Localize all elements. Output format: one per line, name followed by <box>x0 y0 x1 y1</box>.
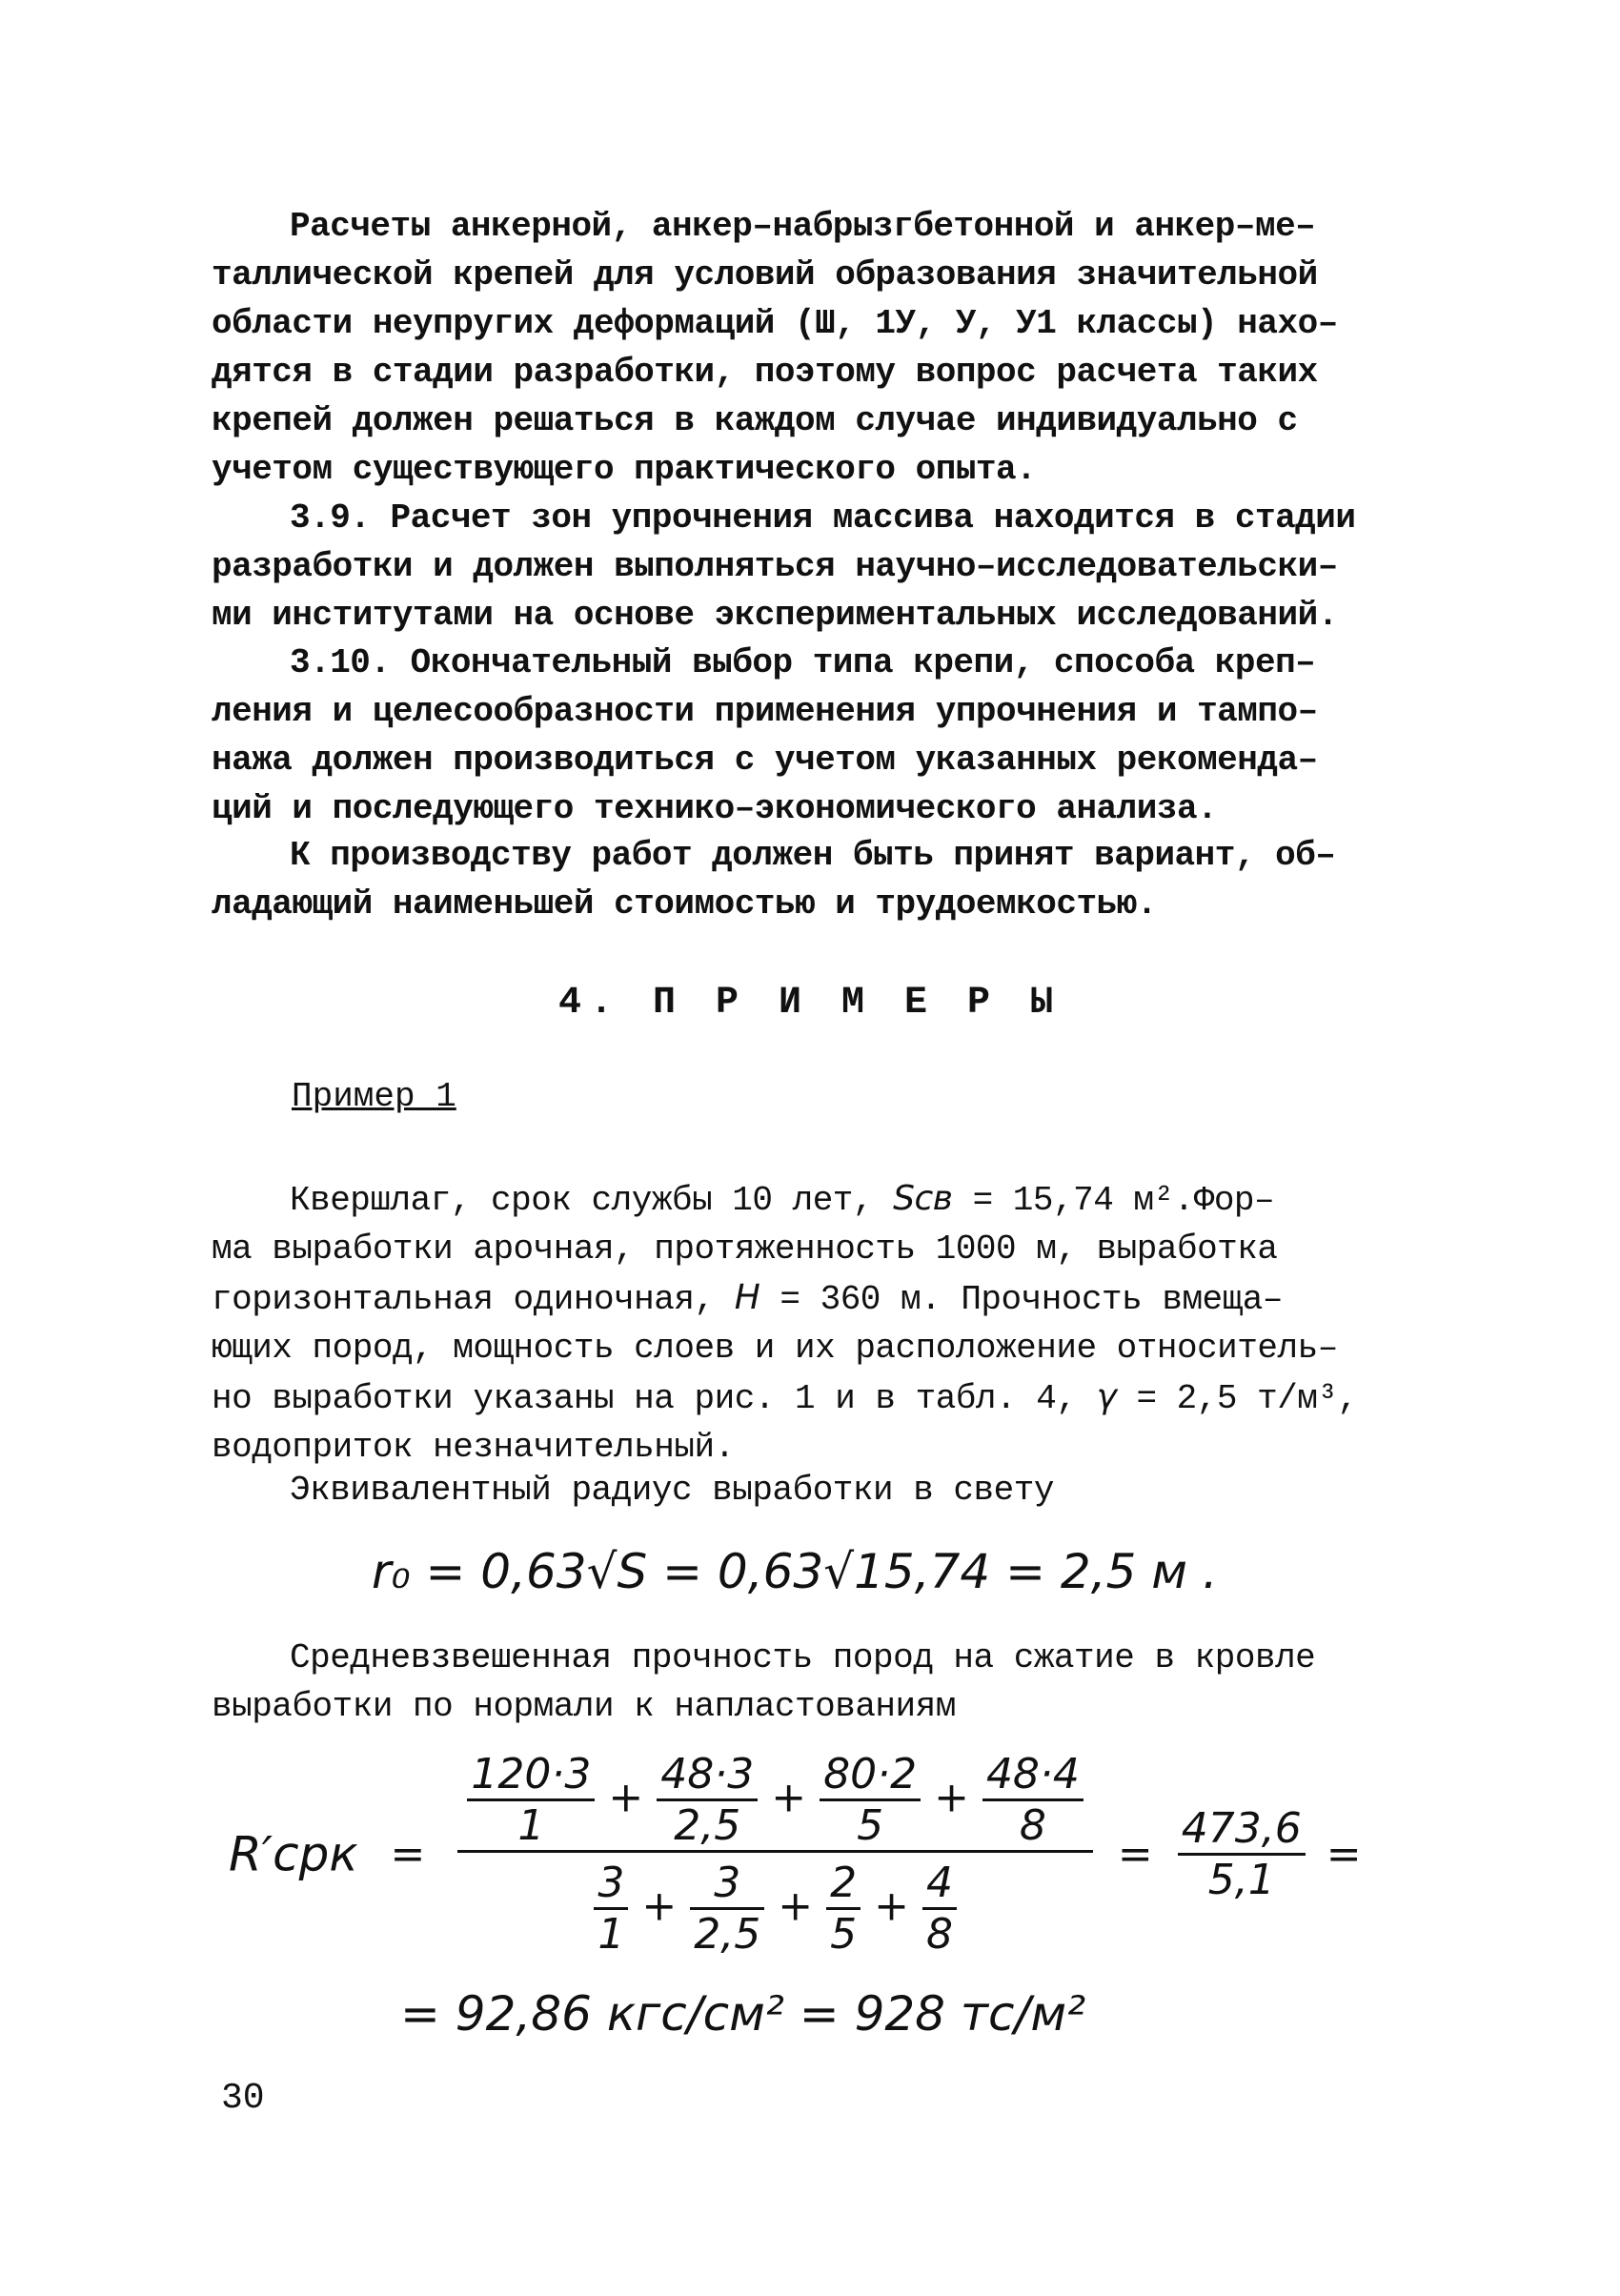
text-fragment: = 2,5 т/м³, <box>1116 1379 1358 1418</box>
paragraph-example-conditions <box>212 1174 1422 1472</box>
text-line: ладающий наименьшей стоимостью и трудоемкостью. <box>212 884 1157 924</box>
text-line: ления и целесообразности применения упрочнения и тампо– <box>212 692 1318 731</box>
text-fragment: горизонтальная одиночная, <box>212 1280 735 1319</box>
big-fraction-numerator <box>457 1750 1093 1853</box>
fraction <box>690 1859 764 1959</box>
text-line: разработки и должен выполняться научно–исследовательски– <box>212 547 1338 586</box>
text-line: области неупругих деформаций (Ш, 1У, У, У1 классы) нахо– <box>212 304 1338 343</box>
text-line: дятся в стадии разработки, поэтому вопрос расчета таких <box>212 353 1318 392</box>
text-line: крепей должен решаться в каждом случае индивидуально с <box>212 401 1298 440</box>
paragraph-3-10 <box>212 639 1422 833</box>
frac-den: 8 <box>1019 1801 1046 1850</box>
formula-lhs: R′срк <box>229 1826 358 1882</box>
paragraph-equivalent-radius <box>212 1466 1422 1514</box>
text-line: нажа должен производиться с учетом указанных рекоменда– <box>212 741 1318 780</box>
fraction <box>826 1859 861 1959</box>
frac-den: 5,1 <box>1207 1856 1275 1904</box>
frac-num: 473,6 <box>1178 1804 1306 1856</box>
text-line: учетом существующего практического опыта. <box>212 450 1037 489</box>
text-line: 3.10. Окончательный выбор типа крепи, способа креп– <box>290 643 1316 682</box>
frac-num: 48·3 <box>657 1750 758 1801</box>
frac-den: 5 <box>830 1910 858 1959</box>
text-line: 3.9. Расчет зон упрочнения массива находится в стадии <box>290 498 1356 538</box>
fraction <box>467 1750 595 1850</box>
frac-den: 5 <box>857 1801 884 1850</box>
fraction <box>820 1750 921 1850</box>
example-label: Пример 1 <box>292 1077 456 1116</box>
formula-result: = 92,86 кгс/см² = 928 тс/м² <box>400 1986 1086 2042</box>
plus-sign: + <box>771 1773 807 1822</box>
frac-den: 8 <box>925 1910 953 1959</box>
fraction <box>922 1859 957 1959</box>
paragraph-weighted-strength <box>212 1634 1422 1731</box>
text-line: таллической крепей для условий образования значительной <box>212 255 1318 295</box>
formula-equals: = <box>390 1830 426 1879</box>
page-number: 30 <box>221 2078 265 2119</box>
paragraph-anchor-calc <box>212 202 1422 494</box>
frac-num: 48·4 <box>982 1750 1083 1801</box>
frac-den: 2,5 <box>694 1910 761 1959</box>
plus-sign: + <box>874 1881 909 1931</box>
frac-den: 2,5 <box>674 1801 741 1850</box>
paragraph-3-9 <box>212 494 1422 640</box>
text-line: ми институтами на основе экспериментальных исследований. <box>212 596 1338 635</box>
frac-num: 4 <box>922 1859 957 1910</box>
frac-num: 3 <box>594 1859 628 1910</box>
text-line <box>212 1273 1422 1324</box>
frac-den: 1 <box>517 1801 545 1850</box>
frac-num: 120·3 <box>467 1750 595 1801</box>
text-line: ющих пород, мощность слоев и их расположение относитель– <box>212 1329 1338 1368</box>
frac-num: 80·2 <box>820 1750 921 1801</box>
result-fraction <box>1178 1804 1306 1904</box>
text-line: Средневзвешенная прочность пород на сжатие в кровле <box>290 1638 1316 1677</box>
text-fragment: = 360 м. Прочность вмеща– <box>759 1280 1283 1319</box>
plus-sign: + <box>608 1773 644 1822</box>
big-fraction <box>457 1750 1093 1959</box>
symbol-density: γ <box>1096 1377 1117 1416</box>
text-line: ма выработки арочная, протяженность 1000 м, выработка <box>212 1229 1278 1269</box>
text-line: Расчеты анкерной, анкер–набрызгбетонной и анкер–ме– <box>290 207 1316 246</box>
symbol-area: Sсв <box>893 1179 953 1218</box>
text-fragment: Квершлаг, срок службы 10 лет, <box>290 1181 894 1220</box>
text-line: ций и последующего технико–экономического анализа. <box>212 789 1218 828</box>
text-line <box>212 1174 1422 1225</box>
text-line: Эквивалентный радиус выработки в свету <box>290 1471 1054 1510</box>
text-line: водоприток незначительный. <box>212 1428 735 1467</box>
fraction <box>594 1859 628 1959</box>
fraction <box>982 1750 1083 1850</box>
text-line: выработки по нормали к напластованиям <box>212 1687 956 1726</box>
paragraph-production <box>212 831 1422 928</box>
text-fragment: = 15,74 м².Фор– <box>952 1181 1275 1220</box>
formula-equals: = <box>1117 1830 1153 1879</box>
text-line: К производству работ должен быть принят вариант, об– <box>290 836 1336 875</box>
formula-equivalent-radius: r₀ = 0,63√S = 0,63√15,74 = 2,5 м . <box>372 1544 1218 1599</box>
frac-num: 2 <box>826 1859 861 1910</box>
formula-weighted-strength <box>229 1750 1362 1959</box>
big-fraction-denominator <box>457 1853 1093 1959</box>
plus-sign: + <box>934 1773 969 1822</box>
plus-sign: + <box>641 1881 678 1931</box>
fraction <box>657 1750 758 1850</box>
symbol-depth: H <box>734 1278 760 1317</box>
formula-equals: = <box>1326 1830 1362 1879</box>
frac-den: 1 <box>597 1910 625 1959</box>
text-line <box>212 1372 1422 1423</box>
frac-num: 3 <box>690 1859 764 1910</box>
plus-sign: + <box>778 1881 814 1931</box>
section-heading: 4. П Р И М Е Р Ы <box>557 982 1063 1025</box>
text-fragment: но выработки указаны на рис. 1 и в табл. 4, <box>212 1379 1097 1418</box>
